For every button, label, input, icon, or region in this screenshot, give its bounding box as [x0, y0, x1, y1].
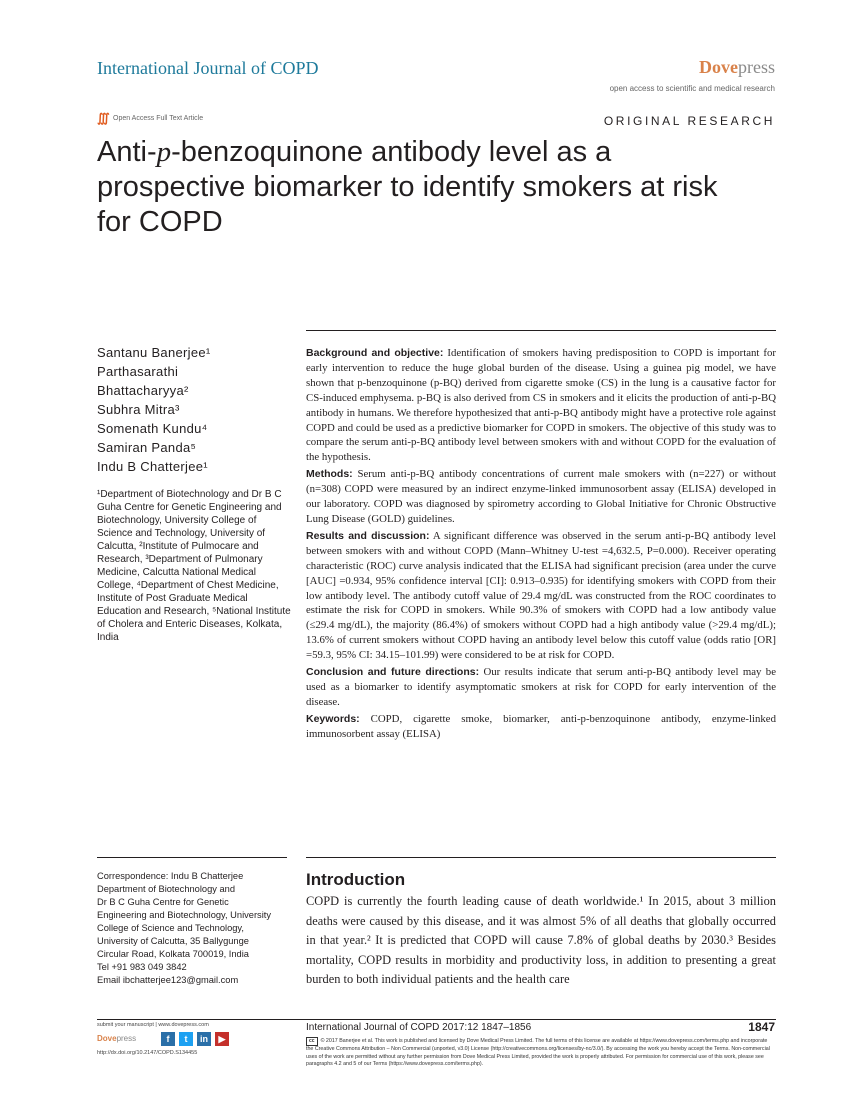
- abstract-text: Identification of smokers having predisposition to COPD is important for early intervention to reduce the huge global burden of the disease. Using a guinea pig model, we have shown that p-benzoquinone (p-BQ) derived from cigarette smoke (CS) in the lung is a causative factor for CS-induced emphysema. p-BQ is also derived from CS in smokers and it elicits the production of anti-p-BQ antibody in humans. We therefore hypothesized that anti-p-BQ antibody might have a protective role against COPD and could be used as a predictive biomarker for COPD in smokers. The objective of this study was to compare the serum anti-p-BQ antibody level between smokers with and without COPD for the evaluation of the hypothesis.: [306, 347, 776, 464]
- title-italic: p: [156, 136, 172, 168]
- youtube-icon[interactable]: ▶: [215, 1032, 229, 1046]
- social-links: [161, 1032, 229, 1046]
- open-access-icon: ∭: [97, 111, 110, 125]
- correspondence-line: Engineering and Biotechnology, University: [97, 910, 271, 920]
- abstract-text: Our results indicate that serum anti-p-BQ antibody level may be used as a biomarker to identify asymptomatic smokers at risk for COPD for early intervention of the disease.: [306, 666, 776, 708]
- journal-name: International Journal of COPD: [97, 58, 319, 78]
- cc-license-icon: cc: [306, 1037, 318, 1046]
- linkedin-icon[interactable]: in: [197, 1032, 211, 1046]
- doi-link[interactable]: http://dx.doi.org/10.2147/COPD.S134455: [97, 1050, 198, 1056]
- correspondence-line: Circular Road, Kolkata 700019, India: [97, 949, 249, 959]
- publisher-logo: [699, 57, 775, 78]
- article-title: [97, 135, 737, 240]
- correspondence-line: Correspondence: Indu B Chatterjee: [97, 871, 244, 881]
- intro-paragraph: COPD is currently the fourth leading cause of death worldwide.¹ In 2015, about 3 million deaths were caused by this disease, and it was almost 5% of all deaths that globally occurred in that year.² It is predicted that COPD will cause 7.8% of global deaths by 2030.³ Besides mortality, COPD results in morbidity and productivity loss, in addition to presenting a great burden to both individual patients and the health care: [306, 894, 776, 986]
- footer-divider: [97, 1019, 776, 1020]
- footer-logo: [97, 1034, 136, 1043]
- publisher-tagline: open access to scientific and medical research: [609, 84, 775, 93]
- open-access-label: Open Access Full Text Article: [113, 114, 204, 122]
- publisher-logo-dove: Dove: [699, 57, 738, 77]
- author: Subhra Mitra³: [97, 402, 180, 417]
- abstract-results: [306, 529, 776, 663]
- footer-logo-press: press: [116, 1034, 137, 1043]
- affiliations: ¹Department of Biotechnology and Dr B C Guha Centre for Genetic Engineering and Biotechnology, University College of Science and Technology, University of Calcutta, ²Institute of Pulmocare and Research, ³Department of Pulmonary Medicine, Calcutta National Medical College, ⁴Department of Chest Medicine, Institute of Post Graduate Medical Education and Research, ⁵National Institute of Cholera and Enteric Diseases, Kolkata, India: [97, 489, 291, 643]
- author: Somenath Kundu⁴: [97, 421, 208, 436]
- page-number: 1847: [748, 1020, 775, 1034]
- correspondence-line: Dr B C Guha Centre for Genetic: [97, 897, 229, 907]
- correspondence-line: Department of Biotechnology and: [97, 884, 235, 894]
- divider: [306, 330, 776, 331]
- correspondence-line: College of Science and Technology,: [97, 923, 244, 933]
- correspondence-email[interactable]: Email ibchatterjee123@gmail.com: [97, 975, 239, 985]
- correspondence-line: Tel +91 983 049 3842: [97, 962, 187, 972]
- correspondence: [97, 870, 297, 987]
- abstract-label: Keywords:: [306, 712, 360, 725]
- license-text: [306, 1037, 776, 1069]
- abstract: [306, 346, 776, 744]
- open-access-badge: [97, 112, 203, 124]
- article-type: ORIGINAL RESEARCH: [603, 114, 775, 128]
- submit-link[interactable]: submit your manuscript | www.dovepress.com: [97, 1022, 209, 1028]
- abstract-conclusion: [306, 665, 776, 710]
- abstract-label: Background and objective:: [306, 347, 444, 359]
- abstract-label: Methods:: [306, 468, 353, 481]
- title-part-1: Anti-: [97, 136, 157, 168]
- abstract-text: COPD, cigarette smoke, biomarker, anti-p-benzoquinone antibody, enzyme-linked immunosorbent assay (ELISA): [306, 712, 776, 740]
- author: Indu B Chatterjee¹: [97, 459, 208, 474]
- author-list: [97, 343, 297, 476]
- divider: [97, 857, 287, 858]
- footer-logo-dove: Dove: [97, 1034, 117, 1043]
- author: Samiran Panda⁵: [97, 440, 197, 455]
- abstract-text: Serum anti-p-BQ antibody concentrations of current male smokers with (n=227) or without (n=308) COPD were measured by an indirect enzyme-linked immunosorbent assay (ELISA) developed in our laboratory. COPD was diagnosed by spirometry according to Global Initiative for Chronic Obstructive Lung Disease (GOLD) guidelines.: [306, 468, 776, 525]
- author: Bhattacharyya²: [97, 383, 189, 398]
- license-body: © 2017 Banerjee et al. This work is published and licensed by Dove Medical Press Limited. The full terms of this license are available at https://www.dovepress.com/terms.php and incorporate the Creative Commons Attribution – Non Commercial (unported, v3.0) License (http://creativecommons.org/licenses/by-nc/3.0/). By accessing the work you hereby accept the Terms. Non-commercial uses of the work are permitted without any further permission from Dove Medical Press Limited, provided the work is properly attributed. For permission for commercial use of this work, please see paragraphs 4.2 and 5 of our Terms (https://www.dovepress.com/terms.php).: [306, 1038, 770, 1068]
- abstract-keywords: [306, 712, 776, 742]
- author: Parthasarathi: [97, 364, 179, 379]
- publisher-logo-press: press: [738, 57, 775, 77]
- correspondence-line: University of Calcutta, 35 Ballygunge: [97, 936, 249, 946]
- footer-citation: International Journal of COPD 2017:12 1847–1856: [306, 1022, 532, 1033]
- section-heading: Introduction: [306, 870, 406, 889]
- facebook-icon[interactable]: f: [161, 1032, 175, 1046]
- author: Santanu Banerjee¹: [97, 345, 211, 360]
- abstract-label: Results and discussion:: [306, 529, 430, 542]
- abstract-methods: [306, 467, 776, 527]
- abstract-text: A significant difference was observed in the serum anti-p-BQ antibody level between smokers with and without COPD (Mann–Whitney U-test =4,632.5, P=0.000). Receiver operating characteristic (ROC) curve analysis indicated that the ELISA had significant precision (area under the curve [AUC] =0.934, 95% confidence interval [CI]: 0.913–0.935) for identifying smokers with COPD from their low antibody level. The antibody cutoff value of 29.4 mg/dL was constructed from the ROC coordinates to estimate the risk for COPD in smokers. While 90.3% of smokers with COPD had a low antibody value (≤29.4 mg/dL), the majority (86.4%) of smokers without COPD had a high antibody value (>29.4 mg/dL); 13.6% of current smokers without COPD having an antibody level below this cutoff value (odds ratio [OR] =59.3, 95% CI: 34.15–101.99) were considered to be at risk for COPD.: [306, 529, 776, 662]
- abstract-label: Conclusion and future directions:: [306, 666, 480, 679]
- abstract-background: [306, 346, 776, 465]
- title-part-2: -benzoquinone antibody level as a prospective biomarker to identify smokers at risk for COPD: [97, 136, 718, 238]
- divider: [306, 857, 776, 858]
- twitter-icon[interactable]: t: [179, 1032, 193, 1046]
